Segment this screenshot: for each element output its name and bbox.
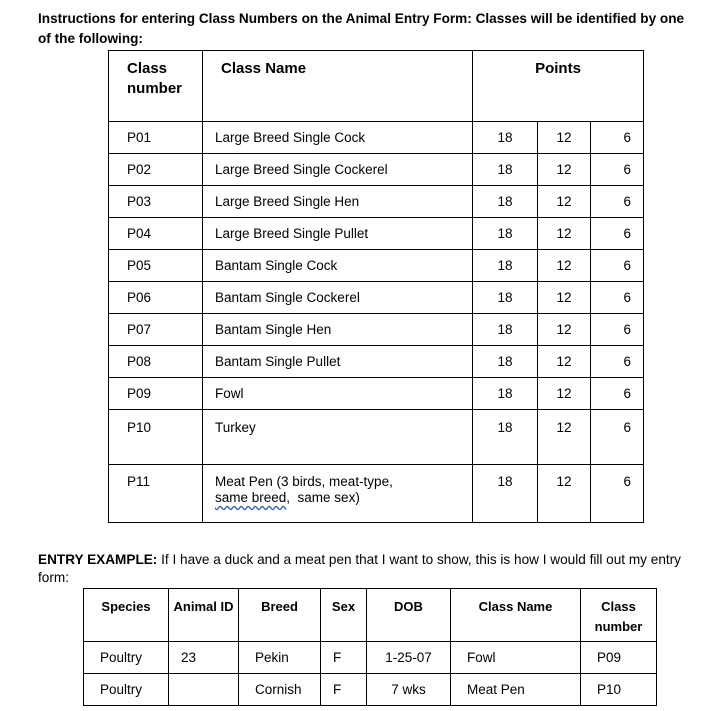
points-first: 18 bbox=[473, 378, 538, 410]
meat-pen-spellcheck-text: same breed bbox=[215, 490, 287, 505]
points-first: 18 bbox=[473, 250, 538, 282]
points-first: 18 bbox=[473, 314, 538, 346]
entry-example-label: ENTRY EXAMPLE: bbox=[38, 552, 158, 567]
points-third: 6 bbox=[591, 154, 644, 186]
entry-example-table bbox=[83, 588, 657, 706]
class-name: Fowl bbox=[203, 378, 473, 410]
class-name-cell: Fowl bbox=[451, 642, 581, 674]
class-row bbox=[109, 346, 644, 378]
points-first: 18 bbox=[473, 282, 538, 314]
points-second: 12 bbox=[538, 282, 591, 314]
points-third: 6 bbox=[591, 465, 644, 523]
class-name: Large Breed Single Hen bbox=[203, 186, 473, 218]
dob-cell: 7 wks bbox=[367, 674, 451, 706]
species-cell: Poultry bbox=[84, 642, 169, 674]
entry-example-text bbox=[38, 551, 700, 587]
dob-cell: 1-25-07 bbox=[367, 642, 451, 674]
points-first: 18 bbox=[473, 465, 538, 523]
points-third: 6 bbox=[591, 282, 644, 314]
class-code: P10 bbox=[109, 410, 203, 465]
class-name: Bantam Single Pullet bbox=[203, 346, 473, 378]
animal-id-header: Animal ID bbox=[169, 589, 239, 642]
instructions-text: Instructions for entering Class Numbers on the Animal Entry Form: Classes will be identified by one of the following: bbox=[38, 11, 685, 46]
entry-row bbox=[84, 642, 657, 674]
class-row bbox=[109, 250, 644, 282]
points-third: 6 bbox=[591, 378, 644, 410]
class-code: P07 bbox=[109, 314, 203, 346]
breed-cell: Cornish bbox=[239, 674, 321, 706]
entry-row bbox=[84, 674, 657, 706]
points-first: 18 bbox=[473, 186, 538, 218]
class-table-header bbox=[109, 51, 644, 122]
points-second: 12 bbox=[538, 122, 591, 154]
points-third: 6 bbox=[591, 410, 644, 465]
points-first: 18 bbox=[473, 346, 538, 378]
points-second: 12 bbox=[538, 410, 591, 465]
entry-example-body: If I have a duck and a meat pen that I want to show, this is how I would fill out my entry form: bbox=[38, 552, 681, 585]
class-row bbox=[109, 186, 644, 218]
class-code: P02 bbox=[109, 154, 203, 186]
sex-cell: F bbox=[321, 674, 367, 706]
class-code: P11 bbox=[109, 465, 203, 523]
points-second: 12 bbox=[538, 186, 591, 218]
points-first: 18 bbox=[473, 154, 538, 186]
points-first: 18 bbox=[473, 410, 538, 465]
entry-table-header bbox=[84, 589, 657, 642]
class-code: P01 bbox=[109, 122, 203, 154]
points-third: 6 bbox=[591, 122, 644, 154]
points-second: 12 bbox=[538, 465, 591, 523]
class-name: Bantam Single Cockerel bbox=[203, 282, 473, 314]
entry-table-body bbox=[84, 642, 657, 706]
species-cell: Poultry bbox=[84, 674, 169, 706]
class-name: Bantam Single Cock bbox=[203, 250, 473, 282]
points-second: 12 bbox=[538, 346, 591, 378]
animal-id-cell bbox=[169, 674, 239, 706]
points-header: Points bbox=[473, 51, 644, 122]
entry-class-name-header: Class Name bbox=[451, 589, 581, 642]
sex-cell: F bbox=[321, 642, 367, 674]
class-table bbox=[108, 50, 644, 523]
class-table-body bbox=[109, 122, 644, 523]
points-third: 6 bbox=[591, 346, 644, 378]
points-second: 12 bbox=[538, 218, 591, 250]
points-third: 6 bbox=[591, 186, 644, 218]
class-code: P08 bbox=[109, 346, 203, 378]
class-code: P06 bbox=[109, 282, 203, 314]
breed-cell: Pekin bbox=[239, 642, 321, 674]
class-name bbox=[203, 465, 473, 523]
class-name-cell: Meat Pen bbox=[451, 674, 581, 706]
class-row bbox=[109, 282, 644, 314]
class-row bbox=[109, 218, 644, 250]
class-number-header: Class number bbox=[109, 51, 203, 122]
class-row bbox=[109, 378, 644, 410]
class-row-meat-pen bbox=[109, 465, 644, 523]
points-second: 12 bbox=[538, 314, 591, 346]
sex-header: Sex bbox=[321, 589, 367, 642]
class-row bbox=[109, 154, 644, 186]
class-name: Large Breed Single Cock bbox=[203, 122, 473, 154]
class-row bbox=[109, 314, 644, 346]
points-second: 12 bbox=[538, 154, 591, 186]
class-code: P05 bbox=[109, 250, 203, 282]
class-row bbox=[109, 122, 644, 154]
breed-header: Breed bbox=[239, 589, 321, 642]
class-code: P03 bbox=[109, 186, 203, 218]
points-second: 12 bbox=[538, 250, 591, 282]
meat-pen-line1: Meat Pen (3 birds, meat-type, bbox=[215, 474, 393, 489]
class-name: Large Breed Single Cockerel bbox=[203, 154, 473, 186]
class-number-cell: P10 bbox=[581, 674, 657, 706]
dob-header: DOB bbox=[367, 589, 451, 642]
points-first: 18 bbox=[473, 218, 538, 250]
class-row bbox=[109, 410, 644, 465]
class-name: Large Breed Single Pullet bbox=[203, 218, 473, 250]
animal-id-cell: 23 bbox=[169, 642, 239, 674]
meat-pen-line2: , same sex) bbox=[286, 490, 360, 505]
points-third: 6 bbox=[591, 250, 644, 282]
class-name: Bantam Single Hen bbox=[203, 314, 473, 346]
class-code: P04 bbox=[109, 218, 203, 250]
class-code: P09 bbox=[109, 378, 203, 410]
points-second: 12 bbox=[538, 378, 591, 410]
class-name-header: Class Name bbox=[203, 51, 473, 122]
points-first: 18 bbox=[473, 122, 538, 154]
class-number-cell: P09 bbox=[581, 642, 657, 674]
points-third: 6 bbox=[591, 218, 644, 250]
species-header: Species bbox=[84, 589, 169, 642]
class-name: Turkey bbox=[203, 410, 473, 465]
entry-class-number-header: Class number bbox=[581, 589, 657, 642]
points-third: 6 bbox=[591, 314, 644, 346]
